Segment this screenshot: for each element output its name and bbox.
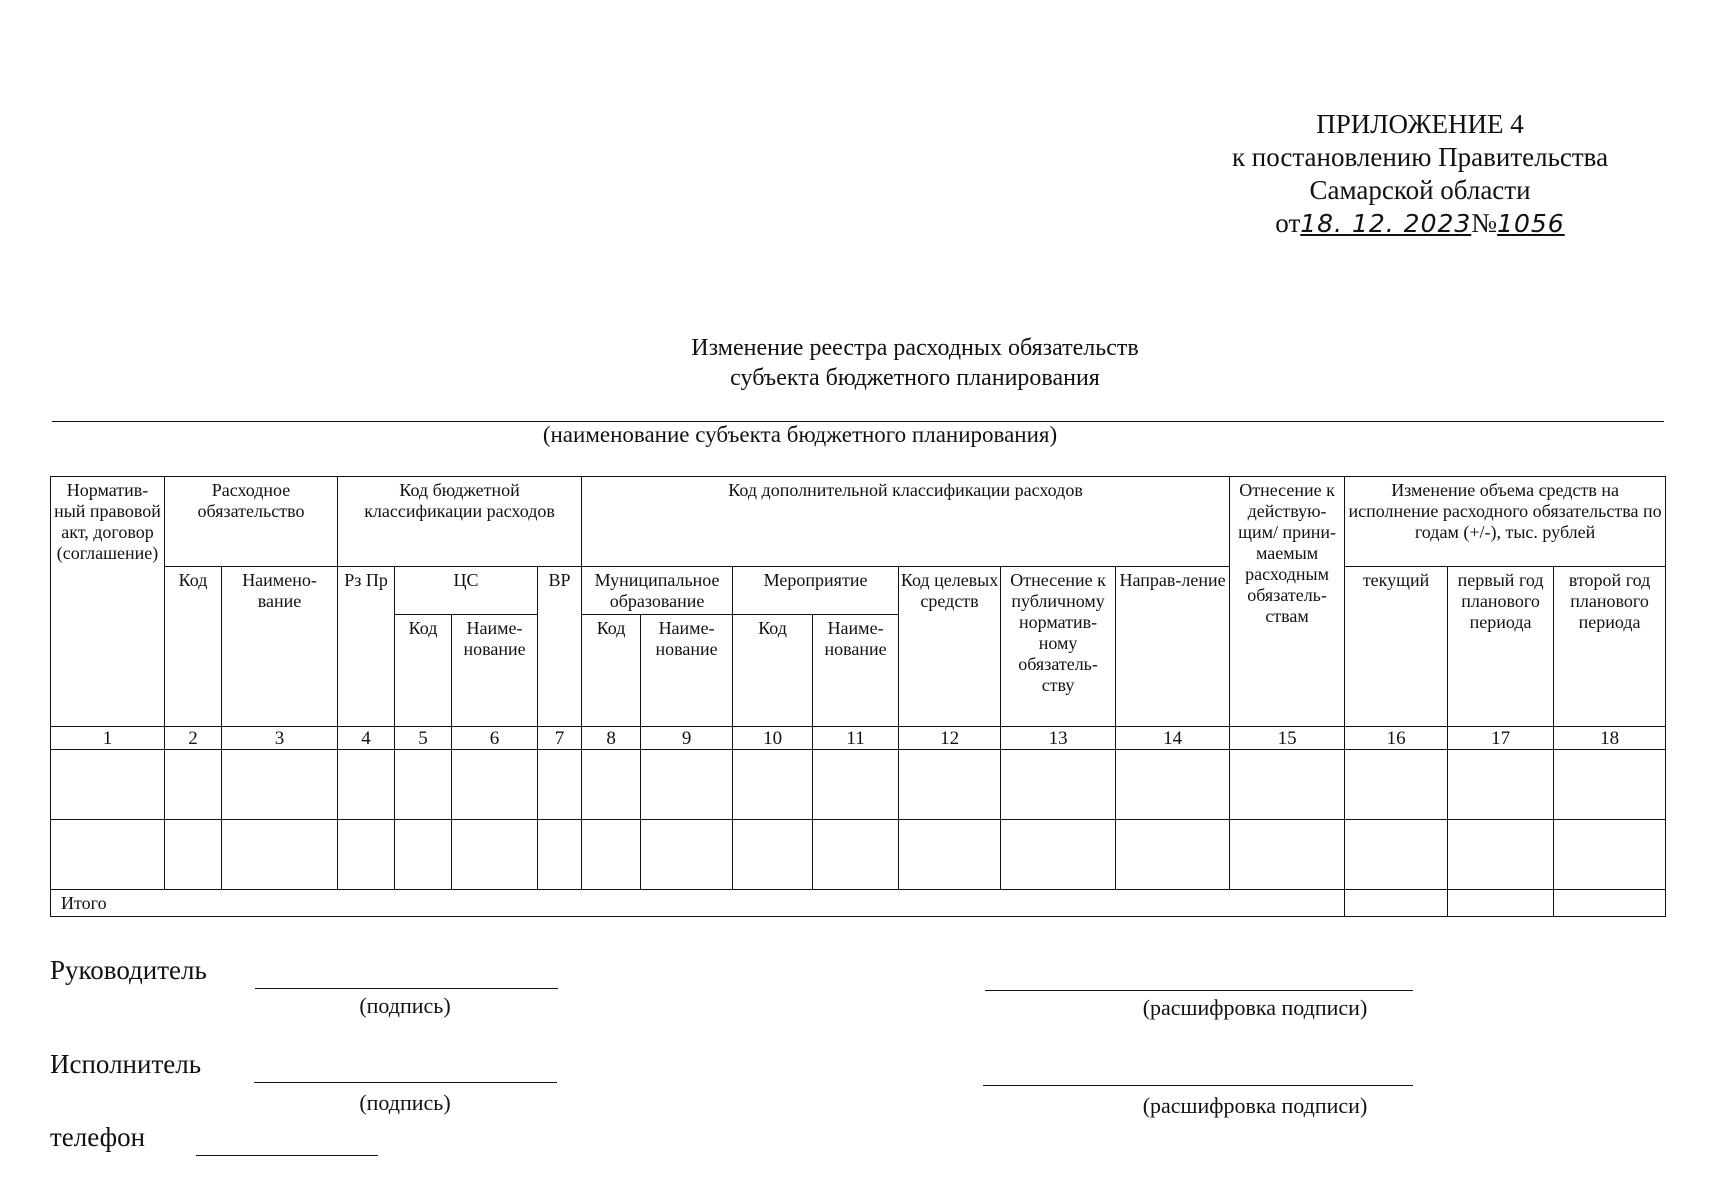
total-cell[interactable] — [1345, 890, 1448, 917]
header-event-name: Наиме-нование — [813, 615, 899, 727]
header-direction: Направ-ление — [1116, 567, 1230, 727]
table-cell[interactable] — [51, 820, 165, 890]
annex-title: ПРИЛОЖЕНИЕ 4 — [1316, 109, 1524, 139]
table-cell[interactable] — [641, 820, 733, 890]
column-number: 2 — [165, 727, 222, 750]
header-additional-classification-code: Код дополнительной классификации расходов — [582, 477, 1230, 567]
table-cell[interactable] — [1448, 820, 1554, 890]
executor-decoding-caption: (расшифровка подписи) — [1142, 1093, 1368, 1118]
subject-name-caption: (наименование субъекта бюджетного планирования) — [542, 422, 1058, 447]
header-first-plan-year: первый год планового периода — [1448, 567, 1554, 727]
table-cell[interactable] — [1345, 750, 1448, 820]
column-number: 17 — [1448, 727, 1554, 750]
table-cell[interactable] — [899, 750, 1001, 820]
table-cell[interactable] — [1116, 820, 1230, 890]
table-cell[interactable] — [1230, 820, 1345, 890]
table-cell[interactable] — [165, 750, 222, 820]
table-cell[interactable] — [582, 750, 641, 820]
header-volume-change: Изменение объема средств на исполнение расходного обязательства по годам (+/-), тыс. рублей — [1345, 477, 1666, 567]
column-number-row — [51, 727, 1666, 750]
header-cs-name: Наиме-нование — [452, 615, 538, 727]
table-cell[interactable] — [1554, 750, 1666, 820]
header-event: Мероприятие — [733, 567, 899, 615]
header-vr: ВР — [538, 567, 582, 727]
header-budget-classification-code: Код бюджетной классификации расходов — [338, 477, 582, 567]
executor-label: Исполнитель — [50, 1049, 202, 1079]
table-cell[interactable] — [222, 750, 338, 820]
header-cs-code: Код — [395, 615, 452, 727]
header-cs: ЦС — [395, 567, 538, 615]
table-cell[interactable] — [395, 820, 452, 890]
column-number: 18 — [1554, 727, 1666, 750]
executor-signature-caption: (подпись) — [359, 1090, 451, 1115]
column-number: 12 — [899, 727, 1001, 750]
annex-block — [1180, 108, 1660, 240]
table-row — [51, 750, 1666, 820]
table-cell[interactable] — [1448, 750, 1554, 820]
table-cell[interactable] — [813, 750, 899, 820]
table-cell[interactable] — [641, 750, 733, 820]
column-number: 4 — [338, 727, 395, 750]
header-expense-obligation: Расходное обязательство — [165, 477, 338, 567]
column-number: 8 — [582, 727, 641, 750]
column-number: 13 — [1001, 727, 1116, 750]
table-cell[interactable] — [1230, 750, 1345, 820]
table-cell[interactable] — [452, 820, 538, 890]
table-cell[interactable] — [338, 820, 395, 890]
header-normative-act: Норматив-ный правовой акт, договор (соглашение) — [51, 477, 165, 727]
head-decoding-caption: (расшифровка подписи) — [1142, 995, 1368, 1020]
total-row — [51, 890, 1666, 917]
document-title-line-1: Изменение реестра расходных обязательств — [691, 335, 1139, 361]
header-municipality-code: Код — [582, 615, 641, 727]
header-current-year: текущий — [1345, 567, 1448, 727]
table-cell[interactable] — [338, 750, 395, 820]
table-cell[interactable] — [1001, 750, 1116, 820]
annex-number-prefix: № — [1471, 208, 1498, 238]
header-event-code: Код — [733, 615, 813, 727]
header-target-funds-code: Код целевых средств — [899, 567, 1001, 727]
executor-signature-line[interactable] — [254, 1082, 557, 1083]
document-title — [560, 333, 1270, 393]
phone-line[interactable] — [196, 1155, 378, 1156]
table-cell[interactable] — [1116, 750, 1230, 820]
table-cell[interactable] — [1554, 820, 1666, 890]
table-row — [51, 820, 1666, 890]
executor-decoding-line[interactable] — [983, 1085, 1413, 1086]
annex-line-2: к постановлению Правительства — [1231, 142, 1609, 172]
head-signature-line[interactable] — [255, 988, 558, 989]
phone-label: телефон — [50, 1122, 146, 1152]
total-label: Итого — [51, 890, 1345, 917]
table-cell[interactable] — [51, 750, 165, 820]
header-rz-pr: Рз Пр — [338, 567, 395, 727]
table-cell[interactable] — [899, 820, 1001, 890]
table-cell[interactable] — [452, 750, 538, 820]
total-cell[interactable] — [1448, 890, 1554, 917]
table-cell[interactable] — [222, 820, 338, 890]
table-cell[interactable] — [1345, 820, 1448, 890]
head-signature-caption: (подпись) — [359, 993, 451, 1018]
column-number: 10 — [733, 727, 813, 750]
column-number: 3 — [222, 727, 338, 750]
total-cell[interactable] — [1554, 890, 1666, 917]
table-cell[interactable] — [395, 750, 452, 820]
column-number: 5 — [395, 727, 452, 750]
header-obligation-code: Код — [165, 567, 222, 727]
column-number: 1 — [51, 727, 165, 750]
column-number: 15 — [1230, 727, 1345, 750]
table-cell[interactable] — [733, 750, 813, 820]
annex-line-3: Самарской области — [1309, 175, 1531, 205]
register-table — [50, 476, 1666, 917]
table-cell[interactable] — [813, 820, 899, 890]
header-municipality: Муниципальное образование — [582, 567, 733, 615]
column-number: 14 — [1116, 727, 1230, 750]
table-cell[interactable] — [538, 750, 582, 820]
annex-date-prefix: от — [1275, 208, 1301, 238]
table-cell[interactable] — [538, 820, 582, 890]
header-obligation-relation: Отнесение к действую-щим/ прини-маемым расходным обязатель-ствам — [1230, 477, 1345, 727]
header-second-plan-year: второй год планового периода — [1554, 567, 1666, 727]
header-obligation-name: Наимено-вание — [222, 567, 338, 727]
table-cell[interactable] — [582, 820, 641, 890]
head-label: Руководитель — [50, 955, 207, 985]
head-decoding-line[interactable] — [985, 990, 1413, 991]
header-municipality-name: Наиме-нование — [641, 615, 733, 727]
document-title-line-2: субъекта бюджетного планирования — [730, 365, 1100, 391]
column-number: 7 — [538, 727, 582, 750]
column-number: 9 — [641, 727, 733, 750]
table-cell[interactable] — [165, 820, 222, 890]
annex-date-line — [1180, 207, 1660, 240]
table-cell[interactable] — [1001, 820, 1116, 890]
table-cell[interactable] — [733, 820, 813, 890]
column-number: 6 — [452, 727, 538, 750]
annex-number: 1056 — [1497, 209, 1565, 238]
column-number: 16 — [1345, 727, 1448, 750]
annex-date: 18. 12. 2023 — [1300, 209, 1472, 238]
column-number: 11 — [813, 727, 899, 750]
header-public-obligation: Отнесение к публичному норматив-ному обязатель-ству — [1001, 567, 1116, 727]
